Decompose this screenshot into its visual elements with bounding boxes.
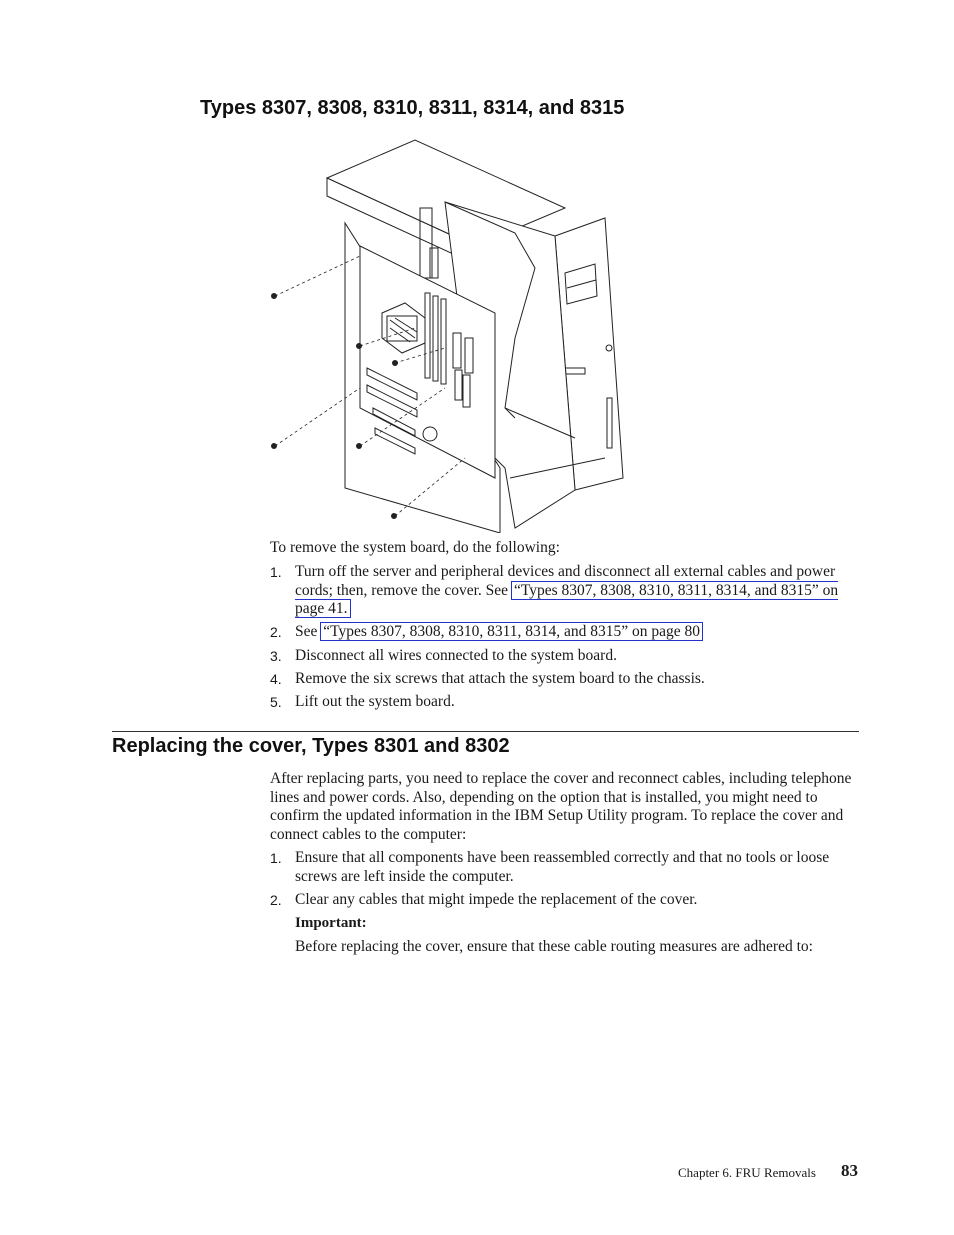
page-number: 83 — [841, 1161, 858, 1180]
step-text: See — [295, 623, 322, 640]
section-divider — [112, 731, 859, 732]
step-number: 2. — [270, 892, 282, 908]
section-heading: Replacing the cover, Types 8301 and 8302 — [112, 735, 510, 757]
system-board-removal-illustration — [265, 138, 635, 533]
footer-chapter: Chapter 6. FRU Removals — [678, 1165, 816, 1180]
list-item: Disconnect all wires connected to the system board. — [295, 647, 617, 664]
cross-reference-link[interactable]: “Types 8307, 8308, 8310, 8311, 8314, and 8315” on page 80 — [320, 622, 703, 641]
cross-reference-link[interactable]: “Types 8307, 8308, 8310, 8311, 8314, and 8315” on page 41. — [295, 581, 839, 617]
step-number: 1. — [270, 564, 282, 580]
list-item — [295, 623, 860, 642]
list-item: Clear any cables that might impede the replacement of the cover. — [295, 891, 698, 908]
list-item: Lift out the system board. — [295, 693, 455, 710]
step-number: 2. — [270, 624, 282, 640]
list-item: Ensure that all components have been reassembled correctly and that no tools or loose screws are left inside the computer. — [295, 849, 830, 885]
list-item: Remove the six screws that attach the system board to the chassis. — [295, 670, 705, 687]
step-text: Turn off the server and peripheral devices and disconnect all external cables and power cords; then, remove the cover. See — [295, 563, 836, 599]
section-heading: Types 8307, 8308, 8310, 8311, 8314, and 8315 — [200, 97, 625, 119]
important-text: Before replacing the cover, ensure that these cable routing measures are adhered to: — [295, 938, 813, 955]
step-number: 1. — [270, 850, 282, 866]
step-number: 5. — [270, 694, 282, 710]
intro-text: To remove the system board, do the following: — [270, 539, 560, 556]
important-label: Important: — [295, 915, 367, 931]
step-number: 4. — [270, 671, 282, 687]
list-item — [295, 563, 860, 619]
intro-text: After replacing parts, you need to replace the cover and reconnect cables, including telephone lines and power cords. Also, depending on the option that is installed, you might need to confirm the updated information in the IBM Setup Utility program. To replace the cover and connect cables to the computer: — [270, 770, 852, 843]
step-number: 3. — [270, 648, 282, 664]
